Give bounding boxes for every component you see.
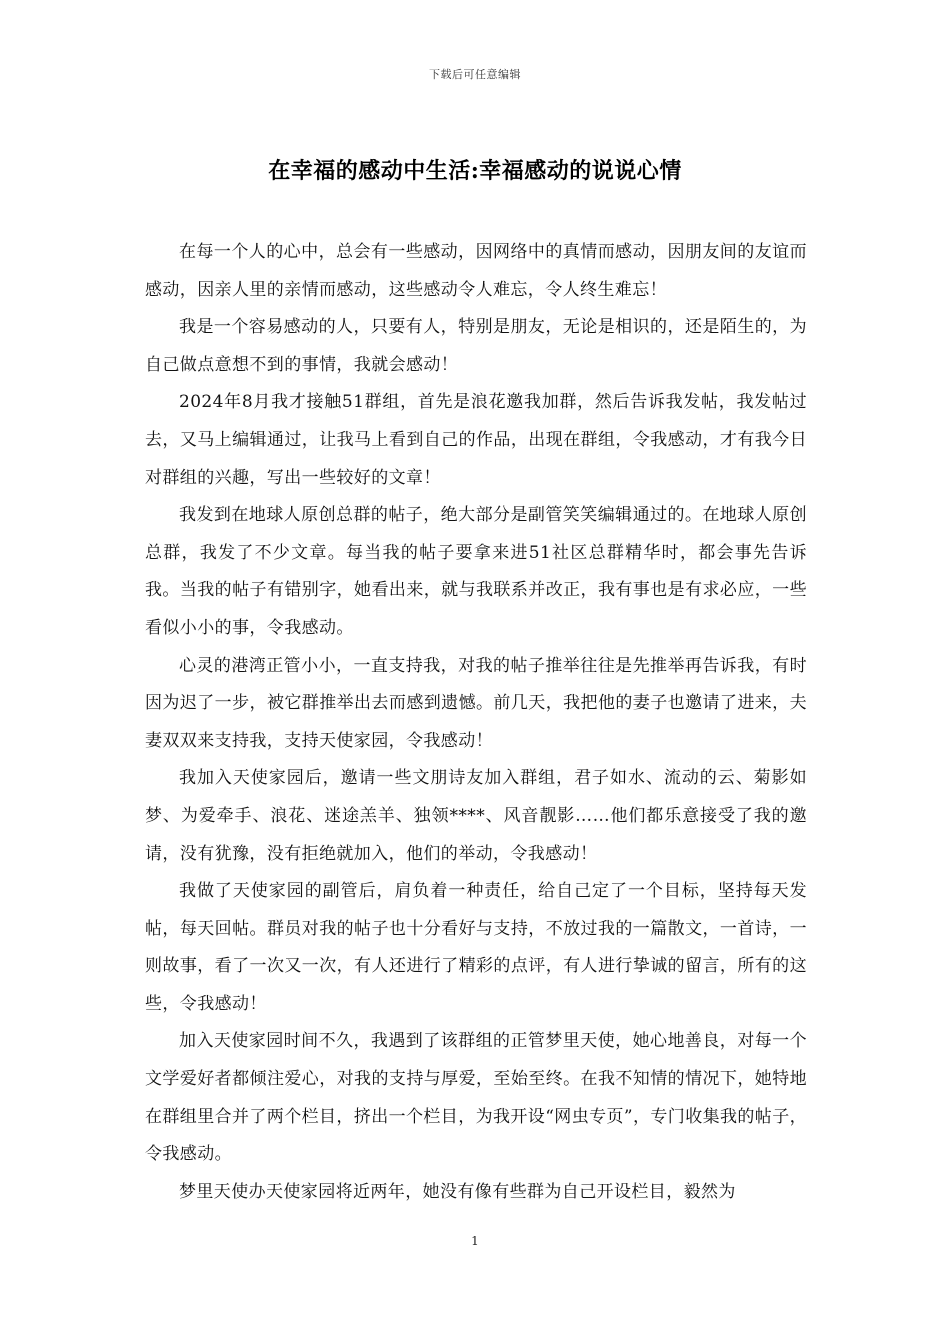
document-title: 在幸福的感动中生活:幸福感动的说说心情 bbox=[268, 158, 682, 184]
page-header-note: 下载后可任意编辑 bbox=[429, 68, 521, 81]
paragraph: 加入天使家园时间不久，我遇到了该群组的正管梦里天使，她心地善良，对每一个文学爱好者都倾注爱心，对我的支持与厚爱，至始至终。在我不知情的情况下，她特地在群组里合并了两个栏目，挤出一个栏目，为我开设“网虫专页”，专门收集我的帖子，令我感动。 bbox=[145, 1031, 807, 1165]
paragraph: 梦里天使办天使家园将近两年，她没有像有些群为自己开设栏目，毅然为 bbox=[179, 1181, 736, 1202]
paragraph: 我发到在地球人原创总群的帖子，绝大部分是副管笑笑编辑通过的。在地球人原创总群，我发了不少文章。每当我的帖子要拿来进51社区总群精华时，都会事先告诉我。当我的帖子有错别字，她看出来，就与我联系并改正，我有事也是有求必应，一些看似小小的事，令我感动。 bbox=[145, 505, 807, 638]
page-number: 1 bbox=[471, 1234, 479, 1248]
document-body bbox=[145, 234, 807, 1211]
paragraph: 我加入天使家园后，邀请一些文朋诗友加入群组，君子如水、流动的云、菊影如梦、为爱牵手、浪花、迷途羔羊、独领****、风音靓影……他们都乐意接受了我的邀请，没有犹豫，没有拒绝就加入，他们的举动，令我感动！ bbox=[145, 768, 807, 864]
paragraph: 2024年8月我才接触51群组，首先是浪花邀我加群，然后告诉我发帖，我发帖过去，又马上编辑通过，让我马上看到自己的作品，出现在群组，令我感动，才有我今日对群组的兴趣，写出一些较好的文章！ bbox=[145, 392, 807, 488]
paragraph: 我做了天使家园的副管后，肩负着一种责任，给自己定了一个目标，坚持每天发帖，每天回帖。群员对我的帖子也十分看好与支持，不放过我的一篇散文，一首诗，一则故事，看了一次又一次，有人还进行了精彩的点评，有人进行挚诚的留言，所有的这些，令我感动！ bbox=[145, 881, 807, 1014]
paragraph: 心灵的港湾正管小小，一直支持我，对我的帖子推举往往是先推举再告诉我，有时因为迟了一步，被它群推举出去而感到遗憾。前几天，我把他的妻子也邀请了进来，夫妻双双来支持我，支持天使家园，令我感动！ bbox=[145, 655, 807, 751]
paragraph: 我是一个容易感动的人，只要有人，特别是朋友，无论是相识的，还是陌生的，为自己做点意想不到的事情，我就会感动！ bbox=[145, 317, 807, 375]
paragraph: 在每一个人的心中，总会有一些感动，因网络中的真情而感动，因朋友间的友谊而感动，因亲人里的亲情而感动，这些感动令人难忘，令人终生难忘！ bbox=[145, 242, 807, 300]
